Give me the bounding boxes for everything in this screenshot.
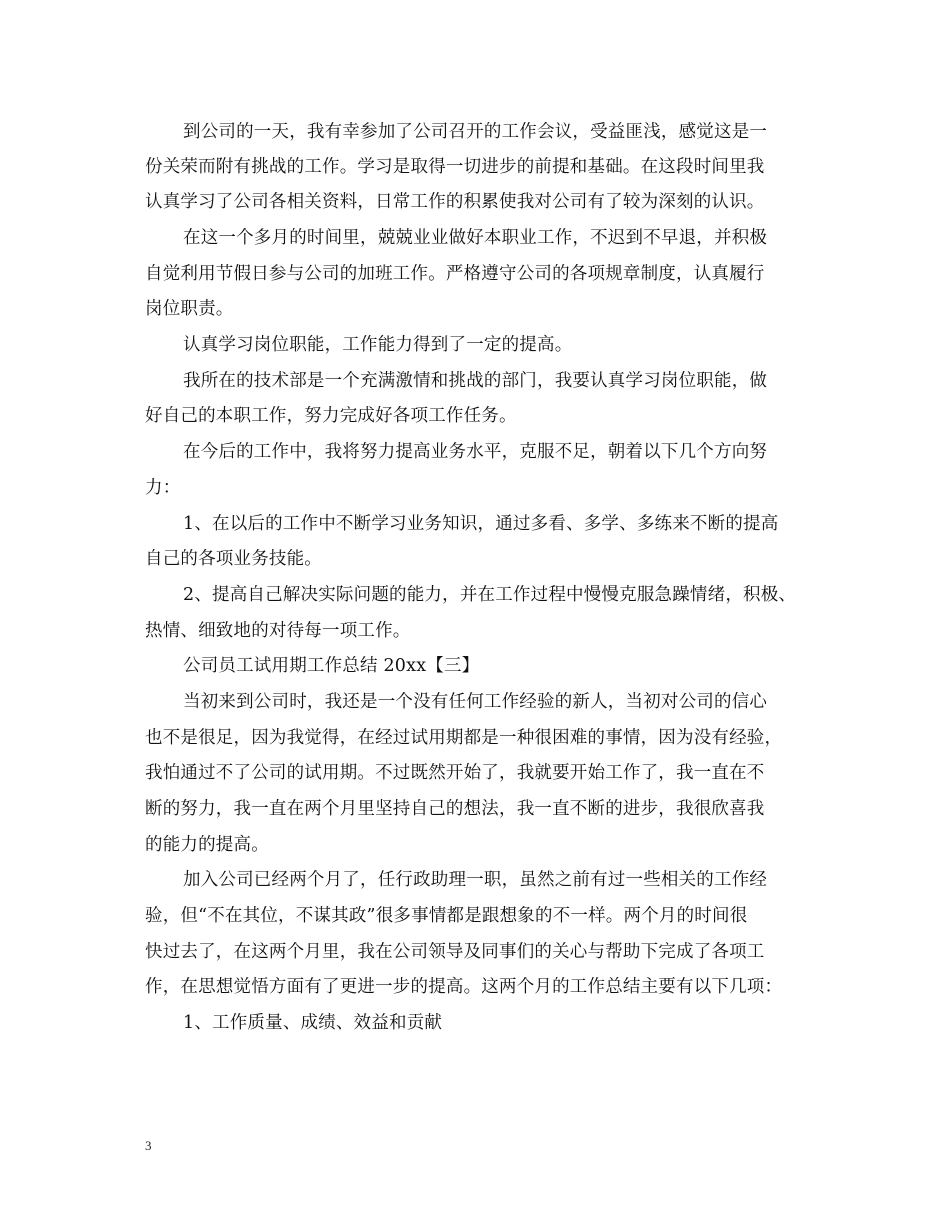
text-line: 到公司的一天，我有幸参加了公司召开的工作会议，受益匪浅，感觉这是一 (183, 122, 768, 142)
text-line: 认真学习了公司各相关资料，日常工作的积累使我对公司有了较为深刻的认识。 (145, 192, 765, 212)
text-line: 验，但“不在其位，不谋其政”很多事情都是跟想象的不一样。两个月的时间很 (145, 906, 748, 926)
text-line: 2、提高自己解决实际问题的能力，并在工作过程中慢慢克服急躁情绪，积极、 (183, 585, 797, 605)
text-line: 岗位职责。 (145, 299, 234, 319)
text-line: 快过去了，在这两个月里，我在公司领导及同事们的关心与帮助下完成了各项工 (145, 942, 765, 962)
text-line: 好自己的本职工作，努力完成好各项工作任务。 (145, 406, 517, 426)
text-line: 作，在思想觉悟方面有了更进一步的提高。这两个月的工作总结主要有以下几项： (145, 977, 783, 997)
text-line: 份关荣而附有挑战的工作。学习是取得一切进步的前提和基础。在这段时间里我 (145, 157, 765, 177)
text-line: 加入公司已经两个月了，任行政助理一职，虽然之前有过一些相关的工作经 (183, 870, 768, 890)
text-line: 的能力的提高。 (145, 835, 269, 855)
text-line: 当初来到公司时，我还是一个没有任何工作经验的新人，当初对公司的信心 (183, 692, 768, 712)
text-line: 1、在以后的工作中不断学习业务知识，通过多看、多学、多练来不断的提高 (183, 514, 779, 534)
text-line: 在今后的工作中，我将努力提高业务水平，克服不足，朝着以下几个方向努 (183, 442, 768, 462)
text-line: 1、工作质量、成绩、效益和贡献 (183, 1013, 443, 1033)
text-line: 在这一个多月的时间里，兢兢业业做好本职业工作，不迟到不早退，并积极 (183, 228, 768, 248)
text-line: 也不是很足，因为我觉得，在经过试用期都是一种很困难的事情，因为没有经验， (145, 728, 783, 748)
text-line: 自己的各项业务技能。 (145, 549, 322, 569)
text-line: 认真学习岗位职能，工作能力得到了一定的提高。 (183, 335, 573, 355)
page-number: 3 (145, 1138, 152, 1153)
text-line: 我所在的技术部是一个充满激情和挑战的部门，我要认真学习岗位职能，做 (183, 371, 768, 391)
text-line: 力： (145, 478, 181, 498)
text-line: 我怕通过不了公司的试用期。不过既然开始了，我就要开始工作了，我一直在不 (145, 763, 765, 783)
text-line: 断的努力，我一直在两个月里坚持自己的想法，我一直不断的进步，我很欣喜我 (145, 799, 765, 819)
section-heading: 公司员工试用期工作总结 20xx【三】 (183, 656, 480, 676)
text-line: 热情、细致地的对待每一项工作。 (145, 621, 411, 641)
text-line: 自觉利用节假日参与公司的加班工作。严格遵守公司的各项规章制度，认真履行 (145, 264, 765, 284)
